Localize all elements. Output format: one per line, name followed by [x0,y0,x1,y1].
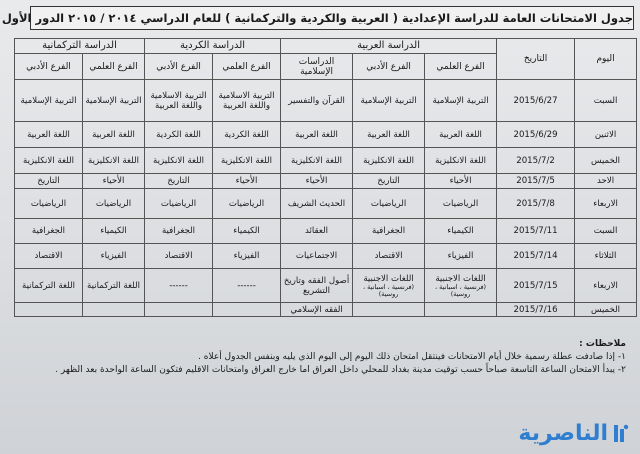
subject-cell: الفقه الإسلامي [281,303,353,317]
subject-cell: التربية الاسلامية واللغة العربية [145,80,213,122]
group-kurdish: الدراسة الكردية [145,39,281,54]
day-cell: الاربعاء [575,269,637,303]
subject-cell [145,303,213,317]
subject-cell: الرياضيات [83,189,145,219]
subject-cell [213,303,281,317]
day-cell: الخميس [575,303,637,317]
group-arabic: الدراسة العربية [281,39,497,54]
date-cell: 2015/7/5 [497,174,575,189]
subject-cell: الرياضيات [425,189,497,219]
schedule-table [14,38,637,317]
col-date-header: التاريخ [497,39,575,80]
subject-cell: الأحياء [281,174,353,189]
subject-cell: الرياضيات [145,189,213,219]
subject-cell: التربية الإسلامية [353,80,425,122]
subject-subnote: (فرنسية ، اسبانية ، روسية) [362,282,415,298]
table-row [15,303,637,317]
subject-cell: اللغة الانكليزية [213,148,281,174]
subject-cell [353,303,425,317]
schedule-title: جدول الامتحانات العامة للدراسة الإعدادية ( العربية والكردية والتركمانية ) للعام الدراسي ٢٠١٤ / ٢٠١٥ الدور الأول [30,6,634,30]
col-tu-sci-header: الفرع العلمي [83,54,145,80]
col-ar-sci-header: الفرع العلمي [425,54,497,80]
subject-cell: ------ [213,269,281,303]
subject-cell: التاريخ [15,174,83,189]
col-day-header: اليوم [575,39,637,80]
table-row [15,244,637,269]
subject-cell [425,269,497,303]
note-item: ١- إذا صادفت عطلة رسمية خلال أيام الامتحانات فينتقل امتحان ذلك اليوم إلى اليوم الذي يليه وبنفس الجدول أعلاه . [198,352,626,362]
date-cell: 2015/6/29 [497,122,575,148]
subject-subnote: (فرنسية ، اسبانية ، روسية) [434,282,487,298]
subject-cell: الكيمياء [213,219,281,244]
subject-cell: الاقتصاد [15,244,83,269]
subject-cell: اللغة العربية [353,122,425,148]
subject-cell: اللغة الكردية [213,122,281,148]
table-row [15,148,637,174]
subject-cell: الجغرافية [145,219,213,244]
subject-cell: الرياضيات [213,189,281,219]
col-ku-lit-header: الفرع الأدبي [145,54,213,80]
subject-cell [83,303,145,317]
subject-cell: التاريخ [145,174,213,189]
subject-cell: العقائد [281,219,353,244]
table-row [15,122,637,148]
subject-cell: التربية الاسلامية واللغة العربية [213,80,281,122]
subject-cell: اللغة الانكليزية [353,148,425,174]
subject-cell: اللغة التركمانية [15,269,83,303]
subject-cell: الجغرافية [353,219,425,244]
subject-cell: الفيزياء [83,244,145,269]
day-cell: الاربعاء [575,189,637,219]
table-row [15,269,637,303]
subject-cell: اللغة التركمانية [83,269,145,303]
subject-cell: اللغة الانكليزية [15,148,83,174]
subject-cell: الفيزياء [213,244,281,269]
subject-cell: الرياضيات [15,189,83,219]
subject-cell: الجغرافية [15,219,83,244]
logo-mark-icon [612,422,630,444]
table-row [15,219,637,244]
subject-cell: اللغة الانكليزية [281,148,353,174]
subject-cell [15,303,83,317]
table-row [15,80,637,122]
date-cell: 2015/7/2 [497,148,575,174]
day-cell: السبت [575,80,637,122]
date-cell: 2015/6/27 [497,80,575,122]
subject-cell: اللغة العربية [425,122,497,148]
subject-text: اللغات الاجنبية [435,273,486,284]
day-cell: السبت [575,219,637,244]
day-cell: الثلاثاء [575,244,637,269]
subject-cell: الكيمياء [83,219,145,244]
logo-text: الناصرية [518,420,608,446]
notes-heading: ملاحظات : [579,339,626,349]
note-item: ٢- يبدأ الامتحان الساعة التاسعة صباحاً حسب توقيت مدينة بغداد للمحلي داخل العراق اما خارج العراق وامتحانات الاقليم فتكون الساعة الواحدة بعد الظهر . [55,365,626,375]
subject-cell: الفيزياء [425,244,497,269]
col-tu-lit-header: الفرع الأدبي [15,54,83,80]
day-cell: الاحد [575,174,637,189]
date-cell: 2015/7/11 [497,219,575,244]
subject-cell: التاريخ [353,174,425,189]
date-cell: 2015/7/16 [497,303,575,317]
col-ar-isl-header: الدراسات الإسلامية [281,54,353,80]
subject-cell: اللغة الانكليزية [145,148,213,174]
subject-cell: ------ [145,269,213,303]
date-cell: 2015/7/15 [497,269,575,303]
subject-cell: الرياضيات [353,189,425,219]
subject-cell: أصول الفقه وتاريخ التشريع [281,269,353,303]
day-cell: الاثنين [575,122,637,148]
subject-cell: اللغة الانكليزية [425,148,497,174]
table-row [15,189,637,219]
subject-cell: التربية الإسلامية [15,80,83,122]
col-ku-sci-header: الفرع العلمي [213,54,281,80]
subject-cell: اللغة الانكليزية [83,148,145,174]
subject-cell [353,269,425,303]
subject-cell: الاجتماعيات [281,244,353,269]
col-ar-lit-header: الفرع الأدبي [353,54,425,80]
subject-cell: اللغة العربية [15,122,83,148]
subject-cell: اللغة الكردية [145,122,213,148]
subject-cell: الاقتصاد [145,244,213,269]
subject-cell: الأحياء [425,174,497,189]
site-logo [504,418,630,448]
subject-cell: التربية الإسلامية [425,80,497,122]
notes-section [20,338,626,377]
date-cell: 2015/7/8 [497,189,575,219]
subject-cell: الحديث الشريف [281,189,353,219]
table-row [15,174,637,189]
subject-cell [425,303,497,317]
subject-cell: الأحياء [213,174,281,189]
date-cell: 2015/7/14 [497,244,575,269]
subject-cell: الكيمياء [425,219,497,244]
day-cell: الخميس [575,148,637,174]
group-turkmen: الدراسة التركمانية [15,39,145,54]
subject-cell: الأحياء [83,174,145,189]
subject-cell: اللغة العربية [281,122,353,148]
subject-cell: الاقتصاد [353,244,425,269]
subject-cell: التربية الإسلامية [83,80,145,122]
subject-text: اللغات الاجنبية [363,273,414,284]
subject-cell: اللغة العربية [83,122,145,148]
subject-cell: القرآن والتفسير [281,80,353,122]
